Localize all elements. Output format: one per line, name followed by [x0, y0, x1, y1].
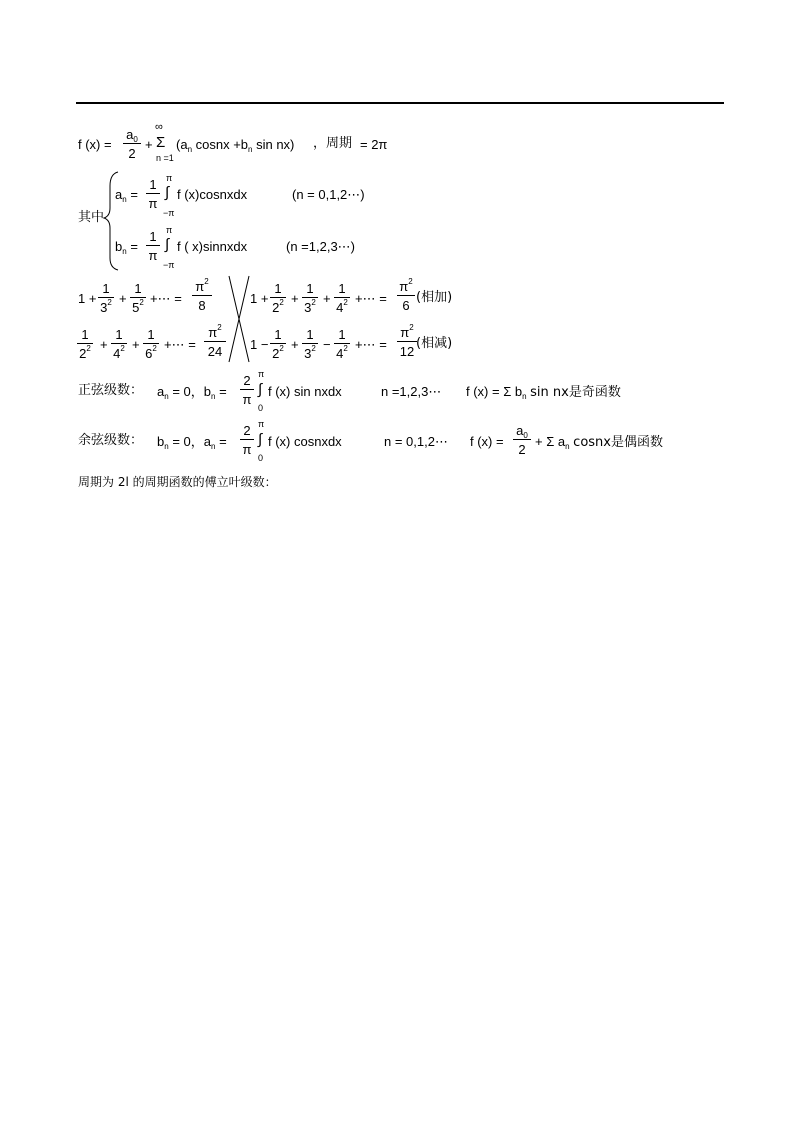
- an-range: (n = 0,1,2⋯): [292, 187, 365, 202]
- bn-frac: 1 π: [147, 230, 159, 262]
- infinity-symbol: ∞: [155, 121, 163, 133]
- cosine-a0-half: $a_0$ 2: [514, 424, 530, 456]
- cosine-body: f (x) cosnxdx: [268, 434, 342, 449]
- frac-pisq-12: $\pi^2$ 12: [398, 326, 416, 358]
- frac-1-3sq: 1 $3^2$: [99, 282, 113, 314]
- bn-range: (n =1,2,3⋯): [286, 239, 356, 254]
- sine-label: 正弦级数：: [78, 383, 144, 398]
- footer-line: 周期为 2l 的周期函数的傅立叶级数：: [78, 475, 277, 489]
- frac-1-5sq: 1 $5^2$: [131, 282, 145, 314]
- sine-body: f (x) sin nxdx: [268, 384, 342, 399]
- an-frac: 1 π: [147, 178, 159, 210]
- sine-f: f (x) = Σ $b_n$ sin nx是奇函数: [466, 384, 621, 401]
- frac-pisq-6: $\pi^2$ 6: [398, 280, 414, 312]
- fourier-a0-half: $a_0$ 2: [124, 128, 140, 160]
- bn-body: f ( x)sinnxdx: [177, 239, 248, 254]
- an-body: f (x)cosnxdx: [177, 187, 248, 202]
- cosine-label: 余弦级数：: [78, 433, 144, 448]
- bn-lhs: $b_n$ =: [115, 239, 138, 256]
- period-label: ，周期: [313, 136, 353, 151]
- integral-an: ∫: [165, 184, 170, 201]
- integral-sine: ∫: [258, 381, 263, 398]
- fourier-body: ($a_n$ cosnx $+b_n$ sin nx): [176, 137, 295, 154]
- sigma-symbol: Σ: [156, 134, 166, 151]
- cosine-frac: 2 π: [241, 424, 253, 456]
- cosine-range: n = 0,1,2⋯: [384, 434, 448, 449]
- coeffs-label: 其中: [78, 210, 105, 225]
- sine-range: n =1,2,3⋯: [381, 384, 442, 399]
- add-label: (相加): [416, 290, 453, 305]
- cosine-f-rhs: + Σ $a_n$ cosnx是偶函数: [535, 434, 663, 451]
- cosine-f-lhs: f (x) =: [470, 434, 504, 449]
- sub-label: (相减): [416, 336, 453, 351]
- integral-bn: ∫: [165, 236, 170, 253]
- frac-pisq-24: $\pi^2$ 24: [205, 326, 225, 358]
- an-lhs: $a_n$ =: [115, 187, 138, 204]
- fourier-lhs: f (x) =: [78, 137, 112, 152]
- frac-pisq-8: $\pi^2$ 8: [193, 280, 211, 312]
- period-value: = 2π: [360, 137, 388, 152]
- integral-cosine: ∫: [258, 431, 263, 448]
- sine-frac: 2 π: [241, 374, 253, 406]
- sigma-lower: n =1: [156, 153, 174, 163]
